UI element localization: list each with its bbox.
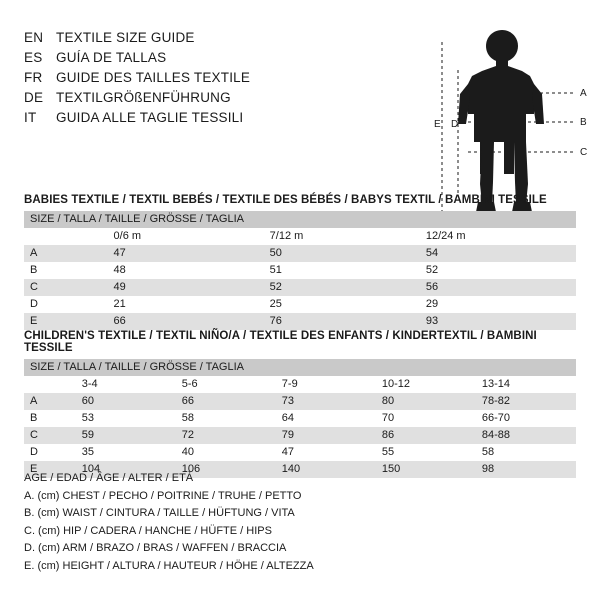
children-row-a-v4: 78-82: [476, 393, 576, 410]
children-row-e-v4: 98: [476, 461, 576, 478]
legend-line-age: AGE / EDAD / ÂGE / ALTER / ETÀ: [24, 472, 194, 484]
children-row-c-v1: 72: [176, 427, 276, 444]
children-row-d-v2: 47: [276, 444, 376, 461]
table-row: [24, 313, 576, 330]
babies-col-7-12m: 7/12 m: [264, 228, 420, 245]
legend-line-e: E. (cm) HEIGHT / ALTURA / HAUTEUR / HÖHE / ALTEZZA: [24, 559, 314, 572]
table-row: [24, 262, 576, 279]
babies-row-d-v2: 29: [420, 296, 576, 313]
babies-row-d-label: D: [24, 296, 108, 313]
language-code-es: ES: [24, 50, 43, 65]
language-text-it: GUIDA ALLE TAGLIE TESSILI: [56, 110, 244, 125]
language-row-it: [24, 110, 424, 130]
children-row-d-v4: 58: [476, 444, 576, 461]
children-row-b-label: B: [24, 410, 76, 427]
children-row-a-v1: 66: [176, 393, 276, 410]
children-row-c-label: C: [24, 427, 76, 444]
children-col-13-14: 13-14: [476, 376, 576, 393]
children-row-d-v1: 40: [176, 444, 276, 461]
marker-label-d: D: [451, 119, 459, 130]
children-row-c-v2: 79: [276, 427, 376, 444]
child-silhouette: [458, 30, 544, 212]
children-size-table: [24, 359, 576, 478]
children-row-d-v3: 55: [376, 444, 476, 461]
legend-line-c: C. (cm) HIP / CADERA / HANCHE / HÜFTE / HIPS: [24, 524, 272, 537]
children-row-e-label: E: [24, 461, 76, 478]
children-row-b-v0: 53: [76, 410, 176, 427]
children-row-a-v2: 73: [276, 393, 376, 410]
table-row: [24, 245, 576, 262]
language-list: [24, 30, 424, 130]
children-col-5-6: 5-6: [176, 376, 276, 393]
babies-row-b-v2: 52: [420, 262, 576, 279]
language-text-es: GUÍA DE TALLAS: [56, 50, 167, 65]
babies-row-a-label: A: [24, 245, 108, 262]
table-row-columns: [24, 376, 576, 393]
table-row: [24, 296, 576, 313]
children-row-b-v2: 64: [276, 410, 376, 427]
language-row-es: [24, 50, 424, 70]
children-col-blank: [24, 376, 76, 393]
marker-label-a: A: [580, 88, 587, 99]
language-text-de: TEXTILGRÖßENFÜHRUNG: [56, 90, 231, 105]
babies-row-a-v1: 50: [264, 245, 420, 262]
children-row-a-v0: 60: [76, 393, 176, 410]
babies-row-c-label: C: [24, 279, 108, 296]
babies-row-e-v2: 93: [420, 313, 576, 330]
babies-col-0-6m: 0/6 m: [108, 228, 264, 245]
babies-row-d-v0: 21: [108, 296, 264, 313]
babies-row-b-v1: 51: [264, 262, 420, 279]
children-head-label: SIZE / TALLA / TAILLE / GRÖSSE / TAGLIA: [24, 359, 576, 376]
table-row: [24, 427, 576, 444]
table-row: [24, 279, 576, 296]
babies-size-table: [24, 211, 576, 330]
babies-head-label: SIZE / TALLA / TAILLE / GRÖSSE / TAGLIA: [24, 211, 576, 228]
children-row-c-v0: 59: [76, 427, 176, 444]
children-row-e-v2: 140: [276, 461, 376, 478]
marker-label-c: C: [580, 147, 588, 158]
babies-row-c-v2: 56: [420, 279, 576, 296]
language-row-en: [24, 30, 424, 50]
children-row-d-label: D: [24, 444, 76, 461]
table-row-columns: [24, 228, 576, 245]
babies-row-e-v1: 76: [264, 313, 420, 330]
language-text-fr: GUIDE DES TAILLES TEXTILE: [56, 70, 251, 85]
table-row: [24, 444, 576, 461]
babies-row-c-v0: 49: [108, 279, 264, 296]
language-row-de: [24, 90, 424, 110]
language-text-en: TEXTILE SIZE GUIDE: [56, 30, 195, 45]
children-col-7-9: 7-9: [276, 376, 376, 393]
language-row-fr: [24, 70, 424, 90]
children-row-b-v1: 58: [176, 410, 276, 427]
children-row-e-v0: 104: [76, 461, 176, 478]
marker-label-b: B: [580, 117, 587, 128]
legend-line-b: B. (cm) WAIST / CINTURA / TAILLE / HÜFTUNG / VITA: [24, 507, 295, 519]
legend-line-a: A. (cm) CHEST / PECHO / POITRINE / TRUHE / PETTO: [24, 489, 302, 502]
children-row-e-v3: 150: [376, 461, 476, 478]
table-row-head: [24, 211, 576, 228]
children-col-10-12: 10-12: [376, 376, 476, 393]
legend-line-d: D. (cm) ARM / BRAZO / BRAS / WAFFEN / BRACCIA: [24, 542, 287, 554]
babies-section-title: BABIES TEXTILE / TEXTIL BEBÉS / TEXTILE DES BÉBÉS / BABYS TEXTIL / BAMBINI TESSILE: [24, 194, 547, 206]
table-row: [24, 410, 576, 427]
children-row-b-v3: 70: [376, 410, 476, 427]
children-section: [24, 330, 576, 478]
marker-label-e: E: [434, 119, 441, 130]
babies-row-a-v0: 47: [108, 245, 264, 262]
babies-row-d-v1: 25: [264, 296, 420, 313]
children-row-d-v0: 35: [76, 444, 176, 461]
children-row-c-v3: 86: [376, 427, 476, 444]
babies-row-b-label: B: [24, 262, 108, 279]
children-col-3-4: 3-4: [76, 376, 176, 393]
table-row: [24, 393, 576, 410]
language-code-en: EN: [24, 30, 44, 45]
children-row-a-label: A: [24, 393, 76, 410]
measurement-legend: [24, 470, 444, 575]
babies-section: [24, 194, 576, 330]
table-row-head: [24, 359, 576, 376]
children-section-title: CHILDREN'S TEXTILE / TEXTIL NIÑO/A / TEXTILE DES ENFANTS / KINDERTEXTIL / BAMBINI TESSILE: [24, 330, 537, 354]
babies-col-12-24m: 12/24 m: [420, 228, 576, 245]
babies-row-c-v1: 52: [264, 279, 420, 296]
children-row-e-v1: 106: [176, 461, 276, 478]
language-code-fr: FR: [24, 70, 43, 85]
babies-row-b-v0: 48: [108, 262, 264, 279]
children-row-a-v3: 80: [376, 393, 476, 410]
children-row-c-v4: 84-88: [476, 427, 576, 444]
babies-row-e-label: E: [24, 313, 108, 330]
babies-row-e-v0: 66: [108, 313, 264, 330]
babies-col-blank: [24, 228, 108, 245]
children-row-b-v4: 66-70: [476, 410, 576, 427]
language-code-it: IT: [24, 110, 37, 125]
language-code-de: DE: [24, 90, 44, 105]
babies-row-a-v2: 54: [420, 245, 576, 262]
